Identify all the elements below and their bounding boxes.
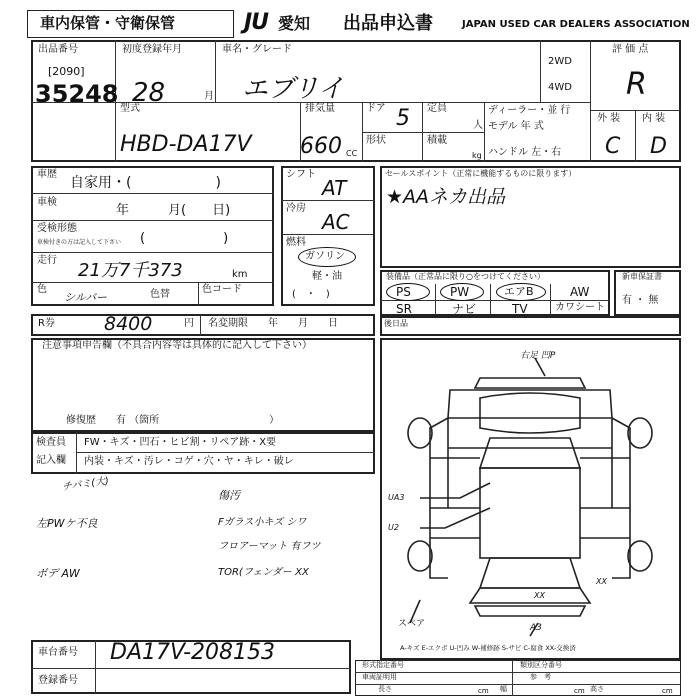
logo: JU: [244, 10, 269, 35]
inspector-line-1: FW・キズ・凹石・ヒビ割・リペア跡・X要: [84, 437, 277, 448]
repaint-label: 色替: [150, 289, 170, 300]
lot-label: 出品番号: [38, 44, 78, 55]
inspection-type-note: 車検付きの方は記入して下さい: [37, 239, 122, 246]
displacement-label: 排気量: [305, 103, 335, 114]
model-code: HBD-DA17V: [120, 132, 252, 157]
width-label: 幅: [500, 685, 507, 693]
notes-label: 注意事項申告欄（不具合内容等は具体的に記入して下さい）: [42, 340, 312, 351]
diagram-xx-2: XX: [596, 577, 607, 586]
shift-label: シフト: [286, 169, 316, 180]
equip-navi: ナビ: [452, 302, 477, 316]
shape-label: 形状: [366, 135, 386, 146]
plate-label: 登録番号: [38, 675, 78, 686]
divider: [362, 132, 484, 133]
warranty-value: 有 ・ 無: [622, 295, 659, 306]
repair-history: 修復歴 有 （箇所 ）: [66, 415, 280, 426]
equip-aw: AW: [570, 285, 590, 299]
fuel-label: 燃料: [286, 237, 306, 248]
model-year-label: モデル 年 式: [488, 121, 544, 132]
month-unit: 月: [204, 91, 214, 102]
diagram-ua3: UA3: [388, 493, 405, 502]
lot-number: 35248: [35, 80, 119, 108]
ac-label: 冷房: [286, 203, 306, 214]
load-label: 積載: [427, 135, 447, 146]
height-unit: cm: [662, 687, 673, 695]
divider: [550, 284, 551, 316]
color-value: シルバー: [64, 291, 107, 304]
divider: [95, 640, 96, 694]
score-label: 評 価 点: [612, 44, 649, 55]
inspector-label-2: 記入欄: [36, 455, 66, 466]
2wd-label: 2WD: [548, 56, 572, 67]
divider: [490, 284, 491, 316]
yen-unit: 円: [184, 318, 194, 329]
name-change-deadline: 年 月 日: [268, 318, 338, 329]
divider: [281, 200, 375, 201]
equip-seat: カワシート: [555, 302, 605, 313]
model-label: 型式: [120, 103, 140, 114]
inspection-type-value: ( ): [140, 231, 229, 246]
divider: [484, 102, 485, 162]
person-unit: 人: [473, 120, 483, 131]
divider: [635, 110, 636, 162]
divider: [200, 314, 201, 336]
remark-b: 傷汚: [218, 489, 240, 502]
remark-d: Fガラス小キズ シワ: [218, 517, 307, 528]
sales-point-label: セールスポイント（正常に機能するものに限ります）: [385, 169, 577, 178]
divider: [31, 193, 274, 194]
sales-point-block: [380, 166, 681, 268]
inspection-type-label: 受検形態: [37, 223, 77, 234]
car-name: エブリイ: [242, 74, 345, 104]
diagram-xx-1: XX: [534, 591, 545, 600]
remark-a: チバミ(大): [61, 475, 110, 494]
equipment-label: 装備品（正常品に限り○をつけてください）: [386, 272, 545, 281]
form-title: 出品申込書: [343, 13, 433, 34]
doors-label: ドア: [366, 103, 386, 114]
remark-e: フロアーマット 有フツ: [218, 541, 321, 552]
diagram-top-note: 右足 凹P: [520, 351, 556, 361]
score-value: R: [626, 67, 647, 102]
car-name-label: 車名・グレード: [222, 44, 292, 55]
divider: [198, 282, 199, 306]
divider: [590, 40, 591, 162]
first-registration-label: 初度登録年月: [122, 44, 182, 55]
length-unit: cm: [478, 687, 489, 695]
divider: [435, 284, 436, 316]
org-name: 愛知: [278, 14, 311, 33]
divider: [31, 220, 274, 221]
inspection-label: 車検: [37, 197, 57, 208]
dealer-label: ディーラー・並 行: [488, 105, 571, 116]
type-designation-label: 形式指定番号: [362, 661, 404, 669]
divider: [281, 234, 375, 235]
category-number-label: 類別区分番号: [520, 661, 562, 669]
equip-airbag: エアB: [504, 285, 534, 298]
history-label: 車歴: [37, 169, 57, 180]
recycle-amount: 8400: [104, 313, 153, 335]
equip-pw: PW: [450, 285, 470, 299]
kg-unit: kg: [472, 151, 482, 160]
divider: [540, 40, 541, 102]
name-change-label: 名変期限: [208, 318, 248, 329]
divider: [76, 432, 77, 474]
capacity-label: 定員: [427, 103, 447, 114]
car-diagram: [380, 338, 681, 660]
inspection-value: 年 月( 日): [116, 203, 231, 218]
interior-label: 内 装: [642, 113, 666, 124]
chassis-label: 車台番号: [38, 647, 78, 658]
divider: [31, 282, 274, 283]
doors: 5: [396, 106, 410, 131]
width-unit: cm: [574, 687, 585, 695]
divider: [31, 668, 351, 669]
divider: [76, 452, 375, 453]
color-label: 色: [37, 284, 47, 295]
4wd-label: 4WD: [548, 82, 572, 93]
ac-value: AC: [322, 210, 350, 234]
divider: [215, 40, 216, 102]
history-value: 自家用・( ): [70, 175, 221, 191]
remark-f: ボデ AW: [36, 567, 80, 580]
diagram-a3: A3: [530, 623, 542, 633]
storage-label: 車内保管・守衛保管: [40, 14, 176, 32]
divider: [355, 684, 681, 685]
color-code-label: 色コード: [202, 284, 242, 295]
later-items-label: 後日品: [384, 319, 408, 328]
reference-label: 参 考: [530, 673, 551, 681]
association-name: JAPAN USED CAR DEALERS ASSOCIATION: [462, 19, 690, 30]
sales-point-text: ★AAネカ出品: [386, 186, 506, 208]
inspector-label-1: 検査員: [36, 437, 66, 448]
first-registration-year: 28: [132, 78, 166, 108]
remark-c: 左PWケ不良: [36, 517, 98, 530]
warranty-label: 新車保証書: [622, 272, 662, 281]
mileage-label: 走行: [37, 255, 57, 266]
remark-g: TOR(フェンダー XX: [218, 567, 309, 578]
vehicle-cert-label: 車両証明用: [362, 673, 397, 681]
height-label: 高さ: [590, 685, 604, 693]
chassis-number: DA17V-208153: [110, 640, 276, 665]
fuel-other: ( ・ ): [292, 289, 330, 300]
divider: [512, 660, 513, 696]
fuel-light-oil: 軽・油: [312, 271, 342, 282]
inspector-line-2: 内装・キズ・汚レ・コゲ・穴・ヤ・キレ・破レ: [84, 456, 294, 467]
km-unit: km: [232, 269, 248, 280]
exterior-label: 外 装: [597, 113, 621, 124]
exterior-grade: C: [605, 134, 621, 159]
equip-tv: TV: [512, 302, 528, 316]
divider: [31, 252, 274, 253]
cc-unit: CC: [346, 149, 358, 158]
displacement: 660: [300, 134, 342, 159]
interior-grade: D: [650, 134, 667, 159]
equip-ps: PS: [396, 285, 411, 299]
equip-sr: SR: [396, 302, 412, 316]
lot-number-small: [2090]: [48, 65, 85, 78]
mileage-value: 21万7千373: [78, 260, 183, 281]
handle-label: ハンドル 左・右: [488, 147, 562, 158]
damage-legend: A-キズ E-エクボ U-凹み W-補修跡 S-サビ C-腐食 XX-交換済: [400, 644, 576, 652]
later-items-block: [380, 316, 681, 336]
recycle-label: R券: [38, 318, 55, 329]
shift-value: AT: [322, 176, 347, 200]
divider: [355, 672, 681, 673]
length-label: 長さ: [378, 685, 392, 693]
diagram-ua2: U2: [388, 523, 399, 532]
fuel-gasoline: ガソリン: [305, 251, 345, 262]
diagram-spare: スペア: [398, 619, 426, 629]
